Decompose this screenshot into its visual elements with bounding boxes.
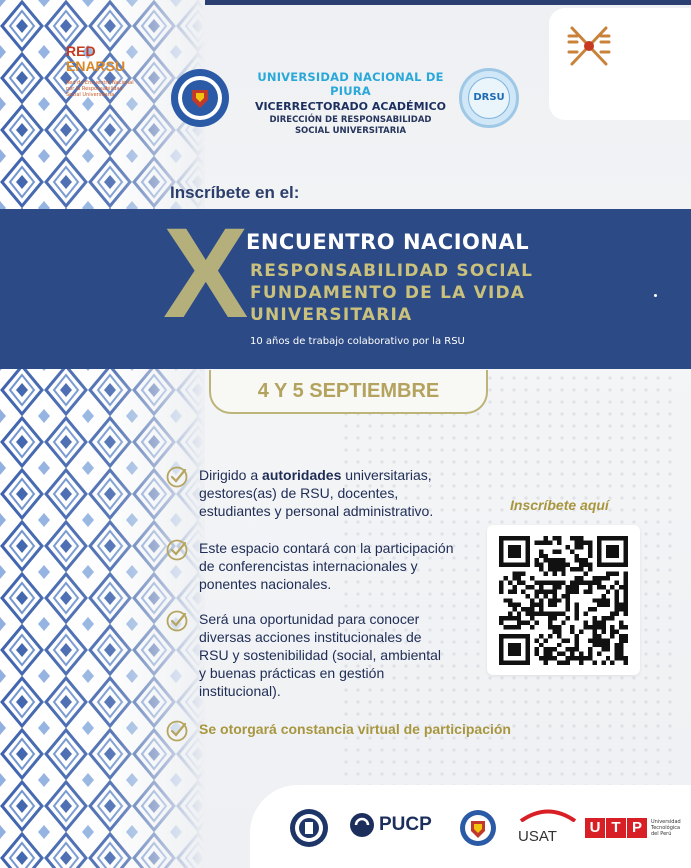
check-circle-icon <box>166 720 188 742</box>
usat-wordmark: USAT <box>518 828 557 845</box>
bullet-text-line: Será una oportunidad para conocer <box>199 611 420 627</box>
direccion-line-1: DIRECCIÓN DE RESPONSABILIDAD <box>269 115 432 125</box>
event-title-line-2: RESPONSABILIDAD SOCIAL <box>250 261 534 281</box>
band-dot <box>654 294 657 297</box>
utp-sub-line: del Perú <box>651 831 672 837</box>
qr-code-image[interactable] <box>499 536 628 665</box>
vicerrectorado-label: VICERRECTORADO ACADÉMICO <box>254 100 447 113</box>
enarsu-wordmark <box>66 44 125 74</box>
bullet-text-line: estudiantes y personal administrativo. <box>199 503 434 519</box>
enarsu-sub-line-2: por la Responsabilidad <box>66 86 123 92</box>
usat-arc-icon <box>518 806 578 822</box>
register-heading: Inscríbete en el: <box>170 183 300 202</box>
unp-seal-logo <box>170 68 230 128</box>
utp-subtitle <box>651 819 681 837</box>
date-pill <box>209 370 488 414</box>
bullet-text <box>199 539 489 593</box>
event-subtitle: 10 años de trabajo colaborativo por la RSU <box>250 336 465 347</box>
bullet-text-line: RSU y sostenibilidad (social, ambiental <box>199 647 441 663</box>
enarsu-subtitle <box>66 80 136 98</box>
enarsu-hands-logo <box>566 22 612 70</box>
bullet-item-certificate <box>166 720 586 744</box>
qr-label: Inscríbete aquí <box>510 497 609 513</box>
drsu-seal-logo <box>459 68 519 128</box>
edition-numeral: X <box>163 202 249 345</box>
utp-sub-line: Universidad <box>651 819 681 825</box>
event-title-line-4: UNIVERSITARIA <box>250 305 413 325</box>
partner-seal-logo <box>289 808 329 848</box>
bullet-text-post: universitarias, <box>341 467 432 483</box>
event-title-line-3: FUNDAMENTO DE LA VIDA <box>250 283 526 303</box>
utp-letter-u: U <box>585 818 605 838</box>
event-date: 4 Y 5 SEPTIEMBRE <box>257 380 440 402</box>
bullet-item-opportunity <box>166 610 476 702</box>
enarsu-line-1: RED <box>66 43 96 59</box>
bullet-text-line: ponentes nacionales. <box>199 576 332 592</box>
pucp-wordmark: PUCP <box>379 814 432 835</box>
unp-crest-logo <box>459 806 497 850</box>
enarsu-sub-line-3: Social Universitaria <box>66 92 115 98</box>
drsu-seal-label: DRSU <box>473 92 505 103</box>
bullet-text-line: diversas acciones institucionales de <box>199 629 422 645</box>
bullet-text-line: institucional). <box>199 683 281 699</box>
direccion-line-2: SOCIAL UNIVERSITARIA <box>294 126 407 136</box>
check-circle-icon <box>166 539 188 561</box>
bullet-item-audience <box>166 466 476 522</box>
qr-modules <box>499 536 628 665</box>
bullet-text-line: Este espacio contará con la participación <box>199 540 454 556</box>
utp-sub-line: Tecnológica <box>651 825 681 831</box>
utp-letter-p: P <box>627 818 647 838</box>
header-titles <box>238 70 463 137</box>
bullet-text <box>199 610 489 700</box>
bullet-text-line: de conferencistas internacionales y <box>199 558 418 574</box>
bullet-text-line: y buenas prácticas en gestión <box>199 665 385 681</box>
certificate-text: Se otorgará constancia virtual de participación <box>199 721 511 737</box>
utp-letter-t: T <box>606 818 626 838</box>
utp-logo <box>585 818 681 838</box>
registration-qr-code[interactable] <box>487 525 640 675</box>
usat-logo <box>518 806 582 845</box>
event-title-lines <box>250 260 533 326</box>
pucp-emblem-icon <box>349 812 375 838</box>
university-name: UNIVERSIDAD NACIONAL DE PIURA <box>257 70 444 98</box>
check-circle-icon <box>166 466 188 488</box>
pucp-logo <box>349 812 432 838</box>
bullet-text <box>199 466 489 520</box>
bullet-text-line: gestores(as) de RSU, docentes, <box>199 485 399 501</box>
enarsu-line-2: ENARSU <box>66 58 126 74</box>
bullet-item-speakers <box>166 539 476 595</box>
enarsu-sub-line-1: Red de Encuentro Nacional <box>66 80 134 86</box>
event-title-line-1: ENCUENTRO NACIONAL <box>246 230 530 254</box>
bullet-text-pre: Dirigido a <box>199 467 263 483</box>
check-circle-icon <box>166 610 188 632</box>
bullet-text-bold: autoridades <box>262 467 342 483</box>
